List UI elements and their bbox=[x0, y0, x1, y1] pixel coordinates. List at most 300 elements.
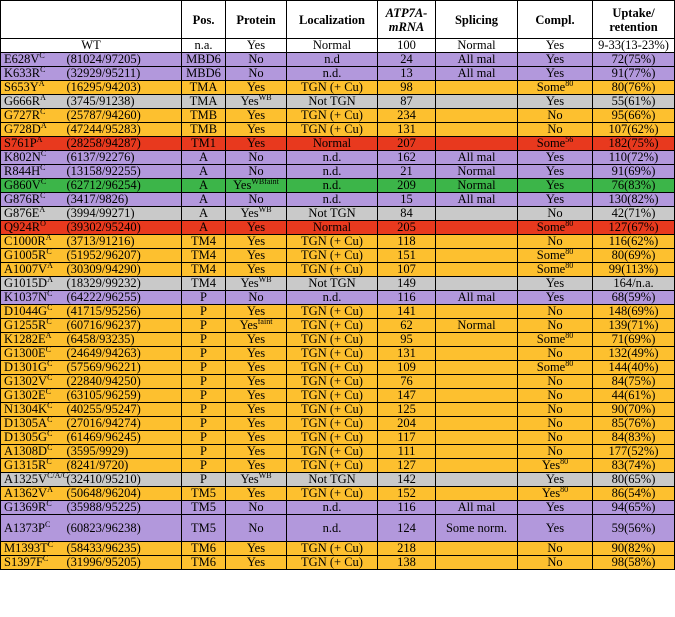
id-cell-text: (63105/96259) bbox=[66, 388, 141, 402]
protein-cell-text: Yes bbox=[246, 486, 266, 500]
pos-cell-text: A bbox=[198, 164, 209, 178]
table-row bbox=[1, 67, 675, 81]
uptake-cell-text: 83(74%) bbox=[611, 458, 656, 472]
compl-cell bbox=[518, 235, 593, 249]
wt-label: WT bbox=[1, 39, 182, 53]
id-cell bbox=[61, 515, 182, 542]
wt-mrna: 100 bbox=[378, 39, 436, 53]
localization-cell bbox=[287, 109, 378, 123]
compl-cell-text: Some bbox=[536, 220, 566, 234]
splicing-cell bbox=[436, 137, 518, 151]
localization-cell bbox=[287, 179, 378, 193]
protein-cell bbox=[226, 542, 287, 556]
compl-cell-text: No bbox=[547, 346, 563, 360]
id-cell-text: (6137/92276) bbox=[66, 150, 135, 164]
pos-cell-text: P bbox=[200, 318, 207, 332]
table-row bbox=[1, 556, 675, 570]
compl-cell-text: Yes bbox=[545, 521, 565, 535]
id-cell bbox=[61, 542, 182, 556]
table-row bbox=[1, 249, 675, 263]
uptake-cell-text: 90(70%) bbox=[611, 402, 656, 416]
mutation-cell-text: S653Y bbox=[4, 80, 39, 94]
id-cell bbox=[61, 459, 182, 473]
pos-cell-text: A bbox=[198, 220, 209, 234]
localization-cell bbox=[287, 501, 378, 515]
compl-cell-text: Yes bbox=[541, 458, 561, 472]
mrna-cell bbox=[378, 347, 436, 361]
id-cell-text: (35988/95225) bbox=[66, 500, 141, 514]
protein-cell bbox=[226, 204, 287, 221]
splicing-cell bbox=[436, 221, 518, 235]
mutation-cell-superscript: C bbox=[47, 539, 54, 549]
mutation-cell bbox=[1, 218, 61, 235]
uptake-cell bbox=[593, 445, 675, 459]
id-cell-text: (47244/95283) bbox=[66, 122, 141, 136]
protein-cell bbox=[226, 487, 287, 501]
localization-cell-text: Normal bbox=[312, 220, 352, 234]
splicing-cell bbox=[436, 431, 518, 445]
compl-cell-text: No bbox=[547, 122, 563, 136]
uptake-cell-text: 139(71%) bbox=[608, 318, 659, 332]
compl-cell bbox=[518, 218, 593, 235]
mrna-cell-text: 98 bbox=[400, 80, 413, 94]
pos-cell-text: P bbox=[200, 290, 207, 304]
pos-cell-text: P bbox=[200, 388, 207, 402]
mutation-cell bbox=[1, 372, 61, 389]
compl-cell-superscript: 80 bbox=[565, 218, 574, 228]
protein-cell bbox=[226, 81, 287, 95]
mutation-cell-text: K802N bbox=[4, 150, 41, 164]
id-cell-text: (32929/95211) bbox=[66, 66, 141, 80]
protein-cell bbox=[226, 92, 287, 109]
splicing-cell bbox=[436, 263, 518, 277]
protein-cell-text: Yes bbox=[246, 430, 266, 444]
id-cell-text: (8241/9720) bbox=[66, 458, 129, 472]
mrna-cell bbox=[378, 67, 436, 81]
uptake-cell bbox=[593, 165, 675, 179]
header-protein: Protein bbox=[226, 1, 287, 39]
compl-cell bbox=[518, 389, 593, 403]
id-cell-text: (30309/94290) bbox=[66, 262, 141, 276]
protein-cell bbox=[226, 417, 287, 431]
mrna-cell-text: 234 bbox=[397, 108, 416, 122]
protein-cell-text: Yes bbox=[246, 416, 266, 430]
protein-cell-text: No bbox=[248, 66, 264, 80]
compl-cell bbox=[518, 277, 593, 291]
mutation-cell-text: A1325V bbox=[4, 472, 48, 486]
compl-cell-text: No bbox=[547, 318, 563, 332]
uptake-cell bbox=[593, 403, 675, 417]
pos-cell-text: TM4 bbox=[191, 234, 216, 248]
protein-cell-text: No bbox=[248, 290, 264, 304]
uptake-cell bbox=[593, 361, 675, 375]
compl-cell bbox=[518, 123, 593, 137]
id-cell bbox=[61, 193, 182, 207]
protein-cell bbox=[226, 151, 287, 165]
table-row bbox=[1, 277, 675, 291]
id-cell-text: (60823/96238) bbox=[66, 521, 141, 535]
mrna-cell-text: 107 bbox=[397, 262, 416, 276]
compl-cell-text: Yes bbox=[545, 192, 565, 206]
id-cell bbox=[61, 277, 182, 291]
uptake-cell bbox=[593, 151, 675, 165]
mutation-cell-text: D1305A bbox=[4, 416, 48, 430]
compl-cell-superscript: 80 bbox=[565, 246, 574, 256]
protein-cell-text: Yes bbox=[246, 262, 266, 276]
splicing-cell bbox=[436, 109, 518, 123]
mrna-cell-text: 62 bbox=[400, 318, 413, 332]
protein-cell-text: Yes bbox=[246, 360, 266, 374]
protein-cell bbox=[226, 375, 287, 389]
splicing-cell-text: All mal bbox=[457, 500, 496, 514]
protein-cell bbox=[226, 263, 287, 277]
table-row bbox=[1, 305, 675, 319]
compl-cell-text: No bbox=[547, 374, 563, 388]
wt-splicing: Normal bbox=[436, 39, 518, 53]
localization-cell bbox=[287, 445, 378, 459]
mutation-cell-text: G860V bbox=[4, 178, 41, 192]
pos-cell bbox=[182, 542, 226, 556]
id-cell bbox=[61, 123, 182, 137]
id-cell-text: (57569/96221) bbox=[66, 360, 141, 374]
protein-cell bbox=[226, 501, 287, 515]
id-cell bbox=[61, 473, 182, 487]
localization-cell-text: TGN (+ Cu) bbox=[301, 108, 363, 122]
mutation-cell-superscript: O bbox=[40, 218, 46, 228]
mutation-cell-superscript: A bbox=[38, 78, 45, 88]
id-cell bbox=[61, 207, 182, 221]
mutation-cell-text: G1369R bbox=[4, 500, 47, 514]
mutation-cell bbox=[1, 50, 61, 67]
mutation-cell bbox=[1, 204, 61, 221]
pos-cell-text: TM6 bbox=[191, 541, 216, 555]
localization-cell bbox=[287, 165, 378, 179]
mrna-cell bbox=[378, 291, 436, 305]
id-cell bbox=[61, 389, 182, 403]
protein-cell bbox=[226, 249, 287, 263]
mutation-cell-text: G727R bbox=[4, 108, 41, 122]
protein-cell-superscript: WB bbox=[258, 204, 272, 214]
pos-cell-text: P bbox=[200, 416, 207, 430]
mrna-cell bbox=[378, 137, 436, 151]
mutation-cell bbox=[1, 539, 61, 556]
mrna-cell-text: 13 bbox=[400, 66, 413, 80]
pos-cell-text: TM5 bbox=[191, 521, 216, 535]
mutation-cell-superscript: A bbox=[36, 134, 43, 144]
mrna-cell-text: 204 bbox=[397, 416, 416, 430]
protein-cell bbox=[226, 445, 287, 459]
compl-cell bbox=[518, 431, 593, 445]
id-cell bbox=[61, 501, 182, 515]
pos-cell bbox=[182, 137, 226, 151]
mrna-cell bbox=[378, 487, 436, 501]
compl-cell-superscript: 80 bbox=[565, 260, 574, 270]
mrna-cell bbox=[378, 542, 436, 556]
localization-cell bbox=[287, 347, 378, 361]
protein-cell-text: Yes bbox=[240, 472, 259, 486]
wt-pos: n.a. bbox=[182, 39, 226, 53]
uptake-cell bbox=[593, 193, 675, 207]
mrna-cell bbox=[378, 333, 436, 347]
mutation-cell-superscript: A bbox=[47, 260, 53, 270]
mrna-cell-text: 118 bbox=[397, 234, 416, 248]
uptake-cell bbox=[593, 459, 675, 473]
table-row bbox=[1, 193, 675, 207]
table-row bbox=[1, 207, 675, 221]
localization-cell-text: n.d bbox=[324, 52, 340, 66]
mutation-cell-superscript: C bbox=[46, 498, 52, 508]
localization-cell-text: TGN (+ Cu) bbox=[301, 248, 363, 262]
uptake-cell bbox=[593, 81, 675, 95]
splicing-cell bbox=[436, 179, 518, 193]
protein-cell-text: Yes bbox=[246, 332, 266, 346]
protein-cell bbox=[226, 470, 287, 487]
protein-cell-text: Yes bbox=[246, 458, 266, 472]
table-row bbox=[1, 515, 675, 542]
mutation-cell-superscript: C bbox=[46, 456, 52, 466]
mutation-cell-superscript: C bbox=[47, 414, 53, 424]
compl-cell bbox=[518, 291, 593, 305]
protein-cell bbox=[226, 305, 287, 319]
compl-cell-text: No bbox=[547, 555, 563, 569]
protein-cell-text: No bbox=[248, 192, 264, 206]
mrna-cell-text: 149 bbox=[397, 276, 416, 290]
id-cell-text: (27016/94274) bbox=[66, 416, 141, 430]
table-row bbox=[1, 263, 675, 277]
compl-cell-text: Yes bbox=[545, 472, 565, 486]
protein-cell-text: No bbox=[248, 521, 264, 535]
id-cell bbox=[61, 53, 182, 67]
localization-cell-text: TGN (+ Cu) bbox=[301, 360, 363, 374]
compl-cell-text: No bbox=[547, 234, 563, 248]
table-row bbox=[1, 95, 675, 109]
id-cell bbox=[61, 445, 182, 459]
localization-cell-text: TGN (+ Cu) bbox=[301, 458, 363, 472]
wt-compl: Yes bbox=[518, 39, 593, 53]
splicing-cell-text: All mal bbox=[457, 192, 496, 206]
splicing-cell bbox=[436, 249, 518, 263]
table-row bbox=[1, 319, 675, 333]
splicing-cell bbox=[436, 291, 518, 305]
protein-cell-superscript: WB bbox=[258, 470, 272, 480]
compl-cell-text: No bbox=[547, 541, 563, 555]
compl-cell-text: Some bbox=[536, 136, 566, 150]
uptake-cell-text: 164/n.a. bbox=[613, 276, 654, 290]
protein-cell-text: Yes bbox=[246, 374, 266, 388]
mrna-cell bbox=[378, 95, 436, 109]
pos-cell-text: TM4 bbox=[191, 276, 216, 290]
localization-cell bbox=[287, 375, 378, 389]
splicing-cell bbox=[436, 305, 518, 319]
protein-cell-text: No bbox=[248, 164, 264, 178]
table-row bbox=[1, 123, 675, 137]
table-row bbox=[1, 333, 675, 347]
uptake-cell bbox=[593, 95, 675, 109]
protein-cell-text: Yes bbox=[246, 136, 266, 150]
localization-cell bbox=[287, 431, 378, 445]
localization-cell-text: n.d. bbox=[322, 290, 342, 304]
table-row bbox=[1, 291, 675, 305]
compl-cell bbox=[518, 556, 593, 570]
localization-cell-text: TGN (+ Cu) bbox=[301, 444, 363, 458]
splicing-cell-text: All mal bbox=[457, 150, 496, 164]
id-cell-text: (22840/94250) bbox=[66, 374, 141, 388]
table-row bbox=[1, 445, 675, 459]
uptake-cell bbox=[593, 179, 675, 193]
id-cell bbox=[61, 179, 182, 193]
table-row bbox=[1, 361, 675, 375]
id-cell bbox=[61, 431, 182, 445]
localization-cell bbox=[287, 95, 378, 109]
compl-cell-text: No bbox=[547, 108, 563, 122]
compl-cell-text: Some bbox=[536, 332, 566, 346]
mrna-cell-text: 205 bbox=[397, 220, 416, 234]
compl-cell bbox=[518, 375, 593, 389]
splicing-cell bbox=[436, 556, 518, 570]
uptake-cell bbox=[593, 473, 675, 487]
pos-cell-text: A bbox=[198, 178, 209, 192]
localization-cell bbox=[287, 193, 378, 207]
splicing-cell bbox=[436, 417, 518, 431]
mutation-cell-superscript: C bbox=[47, 428, 53, 438]
table-row bbox=[1, 151, 675, 165]
mrna-cell bbox=[378, 221, 436, 235]
mutation-cell-text: D1301G bbox=[4, 360, 48, 374]
mutation-cell-superscript: C bbox=[46, 246, 52, 256]
mutation-cell-text: G666R bbox=[4, 94, 41, 108]
mutation-cell-text: G1005R bbox=[4, 248, 47, 262]
protein-cell bbox=[226, 53, 287, 67]
pos-cell bbox=[182, 473, 226, 487]
localization-cell-text: n.d. bbox=[322, 178, 342, 192]
mrna-cell bbox=[378, 445, 436, 459]
id-cell bbox=[61, 81, 182, 95]
mutation-cell-text: D1305G bbox=[4, 430, 48, 444]
splicing-cell bbox=[436, 445, 518, 459]
mrna-cell bbox=[378, 389, 436, 403]
splicing-cell-text: Normal bbox=[457, 164, 496, 178]
mrna-cell bbox=[378, 179, 436, 193]
splicing-cell bbox=[436, 67, 518, 81]
pos-cell-text: P bbox=[200, 332, 207, 346]
id-cell-text: (64222/96255) bbox=[66, 290, 141, 304]
uptake-cell-text: 42(71%) bbox=[611, 206, 656, 220]
uptake-cell bbox=[593, 291, 675, 305]
table-row bbox=[1, 389, 675, 403]
localization-cell-text: Not TGN bbox=[308, 472, 356, 486]
table-row bbox=[1, 403, 675, 417]
compl-cell-text: No bbox=[547, 388, 563, 402]
pos-cell-text: A bbox=[198, 150, 209, 164]
mutation-cell-superscript: C bbox=[40, 176, 47, 186]
pos-cell-text: TM4 bbox=[191, 262, 216, 276]
table-row bbox=[1, 375, 675, 389]
localization-cell bbox=[287, 221, 378, 235]
uptake-cell bbox=[593, 305, 675, 319]
mutation-cell-superscript: C bbox=[40, 162, 46, 172]
pos-cell bbox=[182, 501, 226, 515]
table-row bbox=[1, 109, 675, 123]
pos-cell bbox=[182, 207, 226, 221]
id-cell-text: (58433/96235) bbox=[66, 541, 141, 555]
uptake-cell bbox=[593, 375, 675, 389]
splicing-cell-text: Normal bbox=[457, 318, 496, 332]
mutation-cell-superscript: C bbox=[40, 106, 46, 116]
splicing-cell bbox=[436, 501, 518, 515]
mrna-cell-text: 142 bbox=[397, 472, 416, 486]
protein-cell-text: Yes bbox=[246, 220, 266, 234]
localization-cell bbox=[287, 207, 378, 221]
mutation-cell-text: G728D bbox=[4, 122, 41, 136]
wt-localization: Normal bbox=[287, 39, 378, 53]
mutation-cell-superscript: C bbox=[40, 190, 46, 200]
localization-cell-text: n.d. bbox=[322, 500, 342, 514]
id-cell bbox=[61, 221, 182, 235]
splicing-cell bbox=[436, 487, 518, 501]
pos-cell bbox=[182, 165, 226, 179]
mrna-cell-text: 207 bbox=[397, 136, 416, 150]
localization-cell bbox=[287, 235, 378, 249]
localization-cell-text: TGN (+ Cu) bbox=[301, 374, 363, 388]
localization-cell bbox=[287, 249, 378, 263]
id-cell-text: (61469/96245) bbox=[66, 430, 141, 444]
pos-cell-text: TM5 bbox=[191, 486, 216, 500]
pos-cell bbox=[182, 221, 226, 235]
header-pos: Pos. bbox=[182, 1, 226, 39]
uptake-cell-text: 80(69%) bbox=[611, 248, 656, 262]
compl-cell bbox=[518, 165, 593, 179]
protein-cell bbox=[226, 123, 287, 137]
compl-cell-superscript: 80 bbox=[565, 78, 574, 88]
mutation-cell-superscript: A bbox=[47, 274, 53, 284]
mutation-cell-text: N1304K bbox=[4, 402, 48, 416]
mutation-cell bbox=[1, 78, 61, 95]
localization-cell bbox=[287, 137, 378, 151]
mutation-cell-superscript: C bbox=[47, 400, 53, 410]
header-uptake: Uptake/ retention bbox=[593, 1, 675, 39]
localization-cell bbox=[287, 263, 378, 277]
table-row bbox=[1, 53, 675, 67]
localization-cell bbox=[287, 417, 378, 431]
mrna-cell-text: 111 bbox=[397, 444, 416, 458]
protein-cell-text: Yes bbox=[246, 346, 266, 360]
localization-cell bbox=[287, 67, 378, 81]
uptake-cell-text: 127(67%) bbox=[608, 220, 659, 234]
uptake-cell bbox=[593, 235, 675, 249]
mrna-cell-text: 209 bbox=[397, 178, 416, 192]
splicing-cell-text: All mal bbox=[457, 52, 496, 66]
compl-cell-superscript: 56 bbox=[565, 134, 574, 144]
uptake-cell-text: 91(69%) bbox=[611, 164, 656, 178]
mutation-cell-text: A1007V bbox=[4, 262, 48, 276]
pos-cell bbox=[182, 389, 226, 403]
id-cell-text: (31996/95205) bbox=[66, 555, 141, 569]
protein-cell-text: Yes bbox=[246, 122, 266, 136]
compl-cell-text: Some bbox=[536, 262, 566, 276]
mutation-cell-superscript: C bbox=[47, 358, 53, 368]
mrna-cell bbox=[378, 123, 436, 137]
id-cell-text: (3713/91216) bbox=[66, 234, 135, 248]
compl-cell-text: No bbox=[547, 206, 563, 220]
splicing-cell bbox=[436, 473, 518, 487]
table-row bbox=[1, 235, 675, 249]
table-row bbox=[1, 487, 675, 501]
mutation-cell-text: G1315R bbox=[4, 458, 47, 472]
uptake-cell-text: 99(113%) bbox=[608, 262, 659, 276]
mutation-cell-superscript: C bbox=[47, 372, 53, 382]
pos-cell bbox=[182, 417, 226, 431]
pos-cell bbox=[182, 319, 226, 333]
